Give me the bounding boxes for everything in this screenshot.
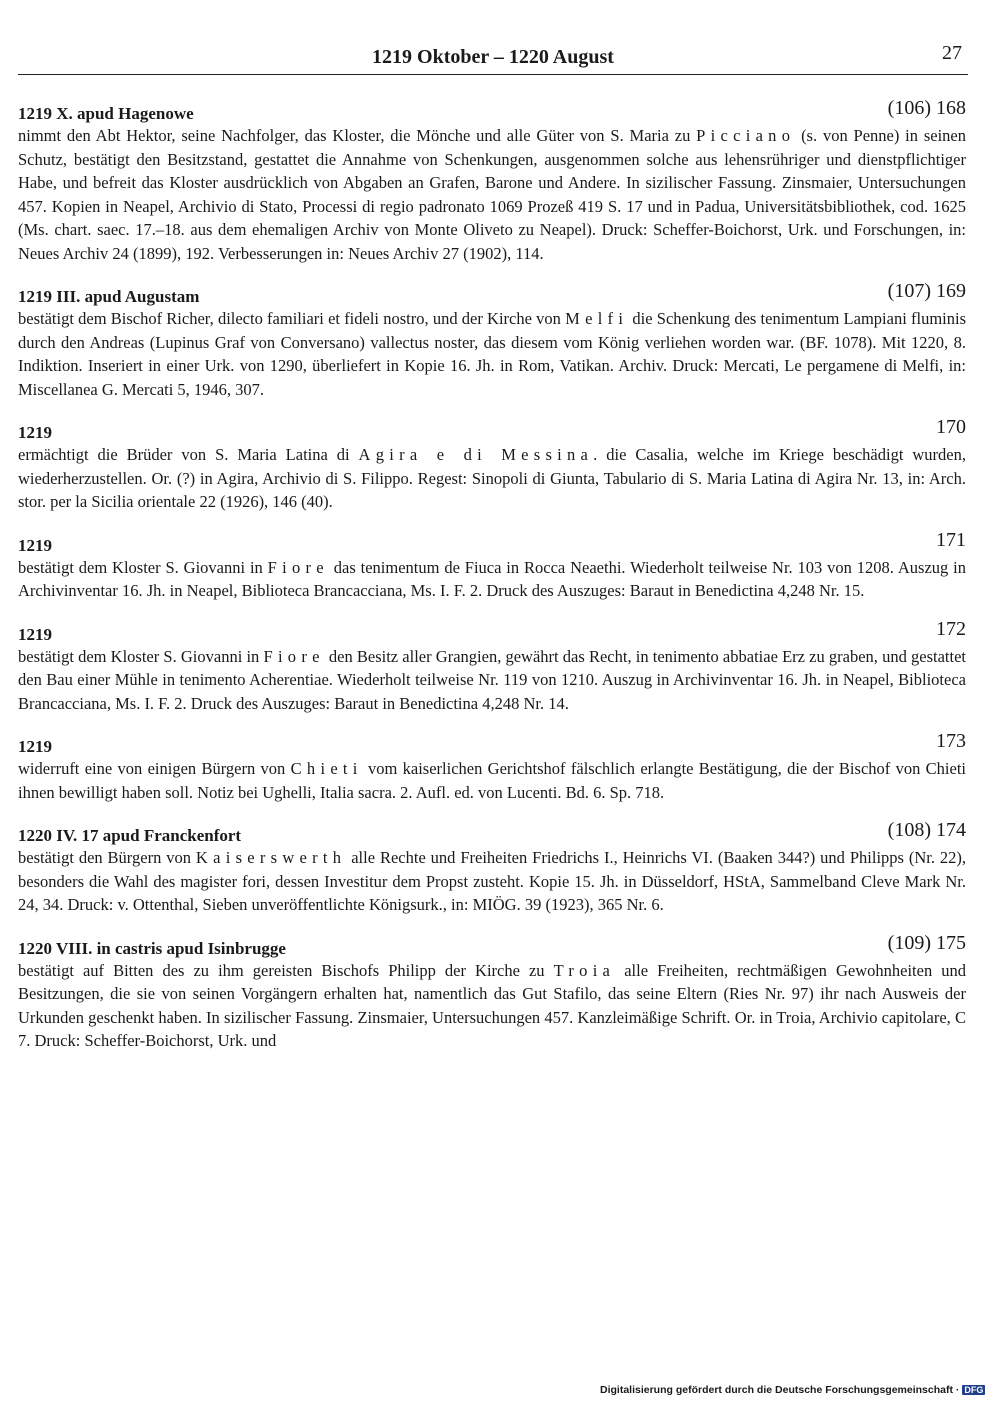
page-header (18, 38, 968, 75)
entry-174 (18, 819, 967, 917)
entry-number: 172 (936, 617, 966, 640)
digitization-footer (600, 1384, 985, 1396)
entry-heading (18, 819, 966, 846)
entry-date: 1219 X. apud Hagenowe (18, 104, 194, 123)
entry-number: 173 (936, 730, 966, 752)
entry-text: nimmt den Abt Hektor, seine Nachfolger, das Kloster, die Mönche und alle Güter von S. Maria zu Picciano (s. von Penne) in seinen Schutz, bestätigt den Besitzstand, gestattet die Annahme von Schenkungen, ausgenommen solche aus lehensrühriger und dienstpflichtiger Habe, und befreit das Kloster ausdrücklich von Abgaben an Grafen, Barone und Andere. In sizilischer Fassung. Zinsmaier, Untersuchungen 457. Kopien in Neapel, Archivio di Stato, Processi di regio padronato 1069 Prozeß 419 S. 17 und in Padua, Universitätsbibliothek, cod. 1625 (Ms. chart. saec. 17.–18. aus dem ehemaligen Archiv von Monte Oliveto zu Neapel). Druck: Scheffer-Boichorst, Urk. und Forschungen, in: Neues Archiv 24 (1899), 192. Verbesserungen in: Neues Archiv 27 (1902), 114. (18, 126, 966, 263)
entry-date: 1220 VIII. in castris apud Isinbrugge (18, 938, 286, 958)
entry-number: 171 (936, 528, 966, 551)
entry-heading (18, 416, 966, 443)
entry-date: 1219 (18, 737, 52, 756)
page-number: 27 (942, 42, 962, 64)
entry-173 (18, 730, 966, 804)
entry-169 (18, 280, 967, 401)
footer-text: Digitalisierung gefördert durch die Deutsche Forschungsgemeinschaft · (600, 1384, 960, 1396)
entry-text: bestätigt dem Bischof Richer, dilecto familiari et fideli nostro, und der Kirche von Melfi die Schenkung des tenimentum Lampiani fluminis durch den Andreas (Lupinus Graf von Conversano) vallectus noster, das diesem vom König verliehen worden war. (BF. 1078). Mit 1220, 8. Indiktion. Inseriert in einer Urk. von 1290, überliefert in Kopie 16. Jh. in Rom, Vatikan. Archiv. Druck: Mercati, Le pergamene di Melfi, in: Miscellanea G. Mercati 5, 1946, 307. (18, 309, 967, 399)
entry-date: 1220 IV. 17 apud Franckenfort (18, 826, 242, 845)
place-name: Picciano (696, 126, 796, 145)
entry-heading (18, 97, 966, 124)
dfg-logo: DFG (964, 1385, 984, 1395)
entry-heading (18, 931, 966, 959)
entry-172 (18, 617, 966, 716)
entry-date: 1219 (18, 423, 52, 442)
regesta-entries (18, 97, 967, 1071)
entry-date: 1219 (18, 535, 52, 555)
entry-number: (107) 169 (887, 280, 966, 302)
entry-171 (18, 528, 966, 603)
place-name: Melfi (565, 309, 629, 328)
entry-number: (109) 175 (887, 931, 966, 954)
entry-text: bestätigt dem Kloster S. Giovanni in Fiore das tenimentum de Fiuca in Rocca Neaethi. Wiederholt teilweise Nr. 103 von 1208. Auszug in Archivinventar 16. Jh. in Neapel, Biblioteca Brancacciana, Ms. I. F. 2. Druck des Auszuges: Baraut in Benedictina 4,248 Nr. 15. (18, 557, 966, 600)
entry-text: bestätigt den Bürgern von Kaiserswerth alle Rechte und Freiheiten Friedrichs I., Heinrichs VI. (Baaken 344?) und Philipps (Nr. 22), besonders die Wahl des magister fori, dessen Investitur dem Propst zusteht. Kopie 15. Jh. in Düsseldorf, HStA, Sammelband Cleve Mark Nr. 24, 34. Druck: v. Ottenthal, Sieben unveröffentlichte Königsurk., in: MIÖG. 39 (1923), 365 Nr. 6. (18, 848, 967, 914)
entry-heading (18, 280, 966, 307)
place-name: Kaiserswerth (195, 848, 347, 867)
entry-heading (18, 617, 966, 645)
entry-number: (106) 168 (887, 97, 966, 119)
place-name: Agira e di Messina (358, 445, 594, 464)
place-name: Troia (553, 960, 616, 980)
place-name: Chieti (290, 759, 363, 778)
entry-heading (18, 528, 966, 556)
entry-date: 1219 (18, 624, 52, 644)
entry-heading (18, 730, 966, 757)
place-name: Fiore (267, 557, 329, 577)
running-title: 1219 Oktober – 1220 August (372, 46, 614, 68)
entry-text: bestätigt dem Kloster S. Giovanni in Fiore den Besitz aller Grangien, gewährt das Recht, in tenimento abbatiae Erz zu graben, und gestattet den Bau einer Mühle in tenimento Acherentiae. Wiederholt teilweise Nr. 119 von 1210. Auszug in Archivinventar 16. Jh. in Neapel, Biblioteca Brancacciana, Ms. I. F. 2. Druck des Auszuges: Baraut in Benedictina 4,248 Nr. 14. (18, 646, 966, 713)
entry-date: 1219 III. apud Augustam (18, 287, 200, 306)
entry-number: 170 (936, 416, 966, 438)
entry-number: (108) 174 (887, 819, 966, 841)
entry-text: bestätigt auf Bitten des zu ihm gereisten Bischofs Philipp der Kirche zu Troia alle Freiheiten, rechtmäßigen Gewohnheiten und Besitzungen, die sie von seinen Vorgängern erhalten hat, namentlich das Gut Stafilo, das seine Eltern (Ries Nr. 97) ihr nach Ausweis der Urkunden geschenkt haben. In sizilischer Fassung. Zinsmaier, Untersuchungen 457. Kanzleimäßige Schrift. Or. in Troia, Archivio capitolare, C 7. Druck: Scheffer-Boichorst, Urk. und (18, 960, 966, 1050)
entry-175 (18, 931, 966, 1053)
entry-text: ermächtigt die Brüder von S. Maria Latina di Agira e di Messina. die Casalia, welche im Kriege beschädigt wurden, wiederherzustellen. Or. (?) in Agira, Archivio di S. Filippo. Regest: Sinopoli di Giunta, Tabulario di S. Maria Latina di Agira Nr. 13, in: Arch. stor. per la Sicilia orientale 22 (1926), 146 (40). (18, 445, 966, 511)
entry-text: widerruft eine von einigen Bürgern von Chieti vom kaiserlichen Gerichtshof fälschlich erlangte Bestätigung, die der Bischof von Chieti ihnen bewilligt haben soll. Notiz bei Ughelli, Italia sacra. 2. Aufl. ed. von Lucenti. Bd. 6. Sp. 718. (18, 759, 966, 802)
place-name: Fiore (263, 646, 325, 666)
entry-170 (18, 416, 966, 514)
entry-168 (18, 97, 966, 265)
